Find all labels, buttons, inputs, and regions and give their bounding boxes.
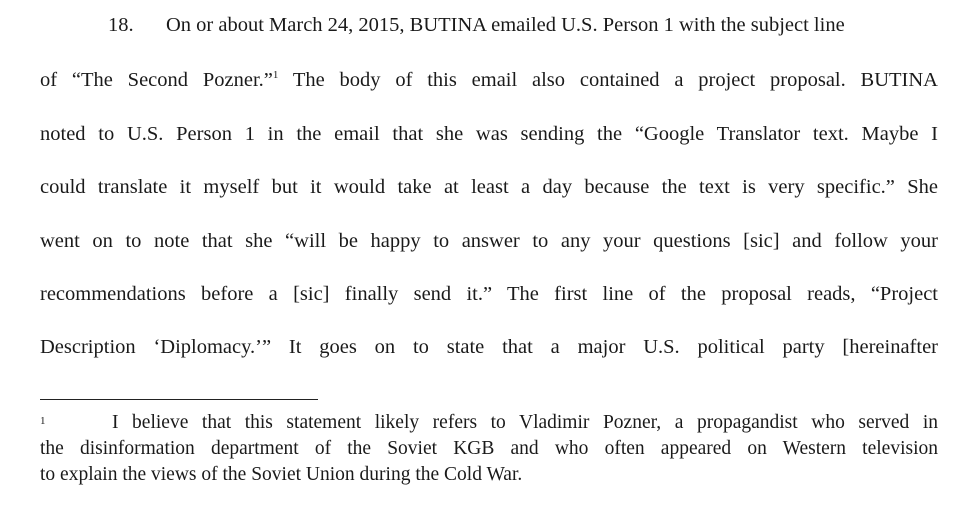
footnote-line-1: I believe that this statement likely refers to Vladimir Pozner, a propagandist who served in [112,412,938,433]
footnote-reference: 1 [272,69,279,81]
paragraph-number: 18. [108,14,134,36]
paragraph-line-5: went on to note that she “will be happy to answer to any your questions [sic] and follow your [40,230,938,252]
paragraph-line-3: noted to U.S. Person 1 in the email that she was sending the “Google Translator text. Maybe I [40,123,938,145]
paragraph-line-4: could translate it myself but it would take at least a day because the text is very specific.” She [40,176,938,198]
paragraph-line-7: Description ‘Diplomacy.’” It goes on to state that a major U.S. political party [hereinafter [40,336,938,358]
paragraph-line-2-start: of “The Second Pozner.” [40,69,273,91]
paragraph-line-2 [40,65,938,95]
paragraph-line-2-end: The body of this email also contained a project proposal. BUTINA [278,69,938,91]
footnote-line-2: the disinformation department of the Soviet KGB and who often appeared on Western television [40,438,938,459]
footnote-line-3: to explain the views of the Soviet Union during the Cold War. [40,464,523,485]
footnote-marker: 1 [40,415,46,427]
paragraph-line-1: On or about March 24, 2015, BUTINA emailed U.S. Person 1 with the subject line [166,14,845,36]
paragraph-line-6: recommendations before a [sic] finally send it.” The first line of the proposal reads, “Project [40,283,938,305]
footnote-separator [40,399,318,400]
